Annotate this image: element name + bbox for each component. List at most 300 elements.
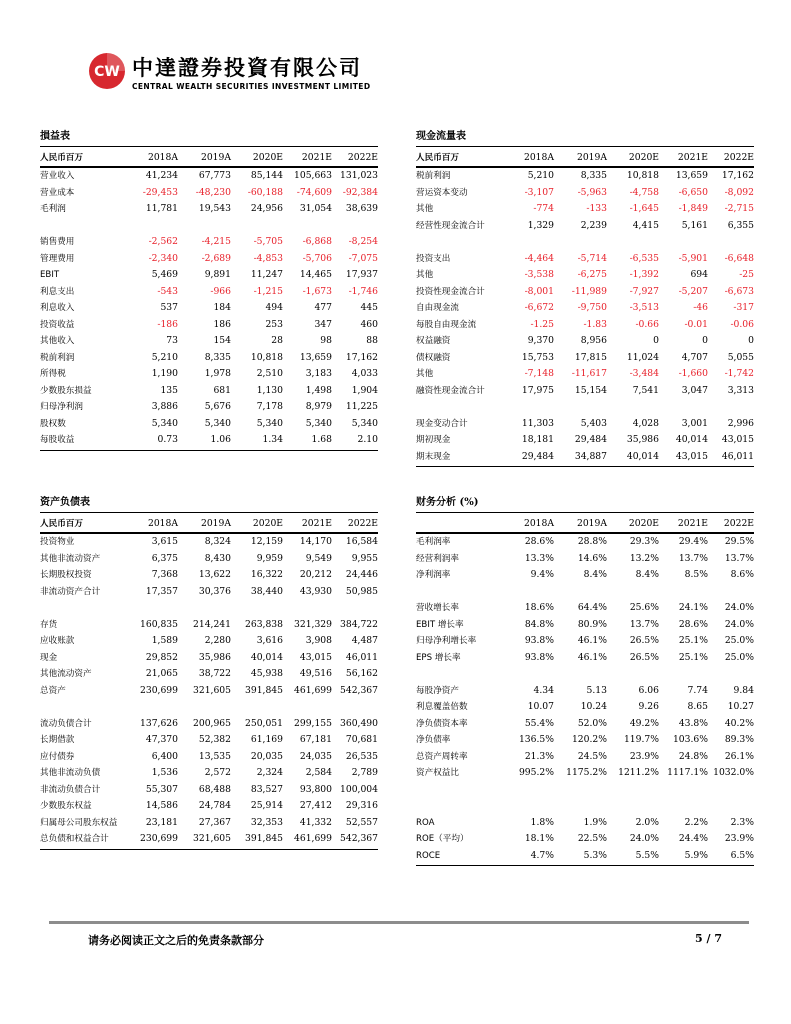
page-header bbox=[88, 48, 688, 108]
cell-value: 391,845 bbox=[245, 833, 283, 844]
cell-value: -774 bbox=[533, 203, 554, 214]
row-label: 总资产 bbox=[40, 685, 66, 696]
table-row bbox=[416, 317, 754, 333]
row-label: 现金变动合计 bbox=[416, 418, 468, 429]
cell-value: 1,904 bbox=[351, 384, 378, 396]
row-label: 投资收益 bbox=[40, 319, 75, 330]
cell-value: 38,639 bbox=[345, 203, 378, 214]
cell-value: 18.6% bbox=[524, 602, 554, 613]
column-header: 2018A bbox=[147, 518, 178, 529]
cell-value: 1.9% bbox=[583, 816, 607, 828]
cell-value: 6.06 bbox=[638, 684, 659, 696]
cell-value: 67,181 bbox=[299, 734, 332, 745]
table-row bbox=[40, 749, 378, 765]
table-title: 損益表 bbox=[40, 131, 70, 142]
cell-value: 460 bbox=[360, 318, 378, 330]
table-row bbox=[40, 432, 378, 448]
row-label: 每股净资产 bbox=[416, 685, 459, 696]
cell-value: 16,322 bbox=[250, 569, 283, 580]
cell-value: 25.1% bbox=[678, 651, 708, 663]
row-label: ROA bbox=[416, 817, 435, 828]
table-row bbox=[40, 617, 378, 633]
row-label: 毛利润率 bbox=[416, 537, 451, 547]
cell-value: 11,247 bbox=[250, 269, 283, 280]
cell-value: -5,901 bbox=[678, 252, 708, 264]
cell-value: 26.5% bbox=[629, 635, 659, 646]
row-label: 其他 bbox=[416, 369, 434, 379]
cell-value: 9.4% bbox=[530, 569, 554, 580]
column-header: 2019A bbox=[200, 518, 231, 529]
cell-value: 0.73 bbox=[157, 434, 178, 445]
column-header: 2022E bbox=[723, 518, 754, 529]
cell-value: -186 bbox=[157, 318, 178, 330]
cell-value: 73 bbox=[166, 335, 178, 346]
cell-value: -6,535 bbox=[629, 252, 659, 264]
row-label: 税前利润 bbox=[40, 352, 75, 363]
row-label: 应付债券 bbox=[40, 751, 75, 762]
cell-value: 84.8% bbox=[524, 618, 554, 630]
cell-value: 43.8% bbox=[678, 717, 708, 729]
cell-value: 56,162 bbox=[345, 668, 378, 679]
cell-value: -1,673 bbox=[302, 285, 332, 297]
row-label: 资产权益比 bbox=[416, 768, 459, 778]
cell-value: 200,965 bbox=[193, 717, 231, 729]
cell-value: 38,440 bbox=[250, 585, 283, 597]
title-rule bbox=[40, 512, 378, 513]
cell-value: 18.1% bbox=[524, 833, 554, 844]
cell-value: 542,367 bbox=[340, 684, 378, 696]
header-label: 人民币百万 bbox=[40, 153, 83, 163]
cell-value: 47,370 bbox=[145, 734, 178, 745]
row-label: 投资性现金流合计 bbox=[416, 286, 485, 297]
cell-value: 131,023 bbox=[340, 170, 378, 181]
cell-value: 21,065 bbox=[145, 668, 178, 679]
cell-value: -6,673 bbox=[724, 285, 754, 297]
cell-value: 13.7% bbox=[678, 552, 708, 564]
cell-value: 5,340 bbox=[151, 417, 178, 429]
row-label: 经营利润率 bbox=[416, 553, 459, 564]
cell-value: 61,169 bbox=[250, 734, 283, 745]
cell-value: 9,955 bbox=[351, 552, 378, 564]
cell-value: 43,015 bbox=[299, 651, 332, 663]
row-label: 其他 bbox=[416, 270, 434, 280]
cell-value: 160,835 bbox=[140, 618, 178, 630]
cell-value: 5.3% bbox=[583, 849, 607, 861]
row-label: 归母净利增长率 bbox=[416, 636, 477, 646]
cell-value: -8,092 bbox=[724, 186, 754, 198]
table-row bbox=[40, 650, 378, 666]
cell-value: 5,469 bbox=[151, 269, 178, 280]
cell-value: 38,722 bbox=[198, 668, 231, 679]
row-label: 流动负债合计 bbox=[40, 718, 92, 729]
row-label: 少数股东权益 bbox=[40, 801, 92, 811]
table-row bbox=[40, 366, 378, 382]
cell-value: 27,412 bbox=[299, 800, 332, 811]
footer-rule bbox=[49, 921, 749, 924]
cell-value: 100,004 bbox=[340, 783, 378, 795]
cell-value: -6,672 bbox=[524, 302, 554, 313]
row-label: EBIT 增长率 bbox=[416, 619, 464, 630]
cell-value: 360,490 bbox=[340, 717, 378, 729]
column-header: 2021E bbox=[301, 518, 332, 529]
table-row bbox=[416, 683, 754, 699]
cell-value: 12,159 bbox=[250, 536, 283, 547]
row-label: 少数股东损益 bbox=[40, 385, 92, 396]
cell-value: 2,510 bbox=[256, 368, 283, 379]
table-row bbox=[40, 534, 378, 550]
row-label: 净负债资本率 bbox=[416, 718, 468, 729]
cell-value: 5,340 bbox=[305, 417, 332, 429]
cell-value: 2,584 bbox=[305, 767, 332, 778]
cell-value: -1,849 bbox=[678, 203, 708, 214]
cell-value: 4.7% bbox=[530, 849, 554, 861]
cell-value: 8,430 bbox=[204, 552, 231, 564]
cell-value: 9,891 bbox=[204, 269, 231, 280]
cell-value: -2,689 bbox=[201, 252, 231, 264]
cell-value: 384,722 bbox=[340, 618, 378, 630]
row-label: 营业收入 bbox=[40, 171, 75, 181]
cell-value: 11,225 bbox=[345, 401, 378, 412]
cell-value: 5,210 bbox=[527, 170, 554, 181]
cell-value: 1117.1% bbox=[667, 767, 708, 778]
row-label: 长期股权投资 bbox=[40, 570, 92, 580]
cell-value: 105,663 bbox=[294, 170, 332, 181]
table-row bbox=[416, 251, 754, 267]
cell-value: 13,659 bbox=[299, 351, 332, 363]
row-label: 其他流动资产 bbox=[40, 669, 92, 679]
cell-value: 230,699 bbox=[140, 833, 178, 844]
column-header: 2021E bbox=[677, 518, 708, 529]
cell-value: 46,011 bbox=[345, 651, 378, 663]
column-header: 2021E bbox=[677, 152, 708, 163]
row-label: 存货 bbox=[40, 619, 58, 630]
row-label: 利息支出 bbox=[40, 286, 75, 297]
cell-value: -133 bbox=[586, 203, 607, 214]
cell-value: 11,781 bbox=[145, 203, 178, 214]
table-title: 资产负债表 bbox=[40, 497, 90, 508]
table-row bbox=[416, 350, 754, 366]
cell-value: 52.0% bbox=[577, 717, 607, 729]
column-header: 2020E bbox=[628, 152, 659, 163]
cell-value: -5,706 bbox=[302, 252, 332, 264]
row-label: 现金 bbox=[40, 652, 58, 663]
cell-value: 1.8% bbox=[530, 816, 554, 828]
row-label: 营收增长率 bbox=[416, 603, 459, 613]
cell-value: -74,609 bbox=[296, 186, 332, 198]
cell-value: 28 bbox=[271, 335, 283, 346]
cell-value: 46.1% bbox=[577, 635, 607, 646]
cell-value: 24,035 bbox=[299, 750, 332, 762]
cell-value: 2.2% bbox=[684, 816, 708, 828]
cell-value: -0.66 bbox=[635, 318, 659, 330]
cell-value: 24.0% bbox=[724, 602, 754, 613]
cell-value: 40,014 bbox=[626, 450, 659, 462]
cell-value: 25,914 bbox=[250, 800, 283, 811]
table-row bbox=[40, 284, 378, 300]
cell-value: 85,144 bbox=[250, 170, 283, 181]
row-label: 所得税 bbox=[40, 369, 66, 379]
row-label: 权益融资 bbox=[416, 336, 451, 346]
table-row bbox=[416, 732, 754, 748]
table-row bbox=[416, 218, 754, 234]
cell-value: 0 bbox=[702, 335, 708, 346]
cell-value: 17,162 bbox=[721, 170, 754, 181]
table-row bbox=[40, 798, 378, 814]
cell-value: 10.07 bbox=[527, 701, 554, 712]
cell-value: -6,868 bbox=[302, 236, 332, 247]
cell-value: 321,605 bbox=[193, 684, 231, 696]
cell-value: 8.4% bbox=[583, 569, 607, 580]
table-row bbox=[416, 267, 754, 283]
cell-value: -25 bbox=[739, 269, 754, 280]
table-row bbox=[416, 300, 754, 316]
table-header-row bbox=[416, 516, 754, 532]
cell-value: 1.68 bbox=[311, 434, 332, 445]
cell-value: -92,384 bbox=[342, 186, 378, 198]
table-row bbox=[40, 251, 378, 267]
cell-value: 3,908 bbox=[305, 635, 332, 646]
title-rule bbox=[416, 512, 754, 513]
cell-value: 5,340 bbox=[256, 417, 283, 429]
cell-value: 24.0% bbox=[629, 833, 659, 844]
cell-value: 1,329 bbox=[527, 219, 554, 231]
cell-value: 55,307 bbox=[145, 783, 178, 795]
cell-value: 18,181 bbox=[521, 434, 554, 445]
cell-value: -6,275 bbox=[577, 269, 607, 280]
cell-value: 5.9% bbox=[684, 849, 708, 861]
cell-value: 10,818 bbox=[250, 351, 283, 363]
cell-value: 64.4% bbox=[577, 602, 607, 613]
cell-value: 26.1% bbox=[724, 750, 754, 762]
table-title: 财务分析 (%) bbox=[416, 497, 479, 508]
cell-value: 4.34 bbox=[533, 684, 554, 696]
cell-value: 5,340 bbox=[351, 417, 378, 429]
cell-value: 50,985 bbox=[345, 585, 378, 597]
cell-value: 13,622 bbox=[198, 569, 231, 580]
cell-value: 347 bbox=[314, 318, 332, 330]
cell-value: 13,659 bbox=[675, 170, 708, 181]
cell-value: 3,001 bbox=[681, 417, 708, 429]
cell-value: 26,535 bbox=[345, 750, 378, 762]
cell-value: 5,161 bbox=[681, 219, 708, 231]
row-label: 其他非流动负债 bbox=[40, 768, 101, 778]
cell-value: 25.1% bbox=[678, 635, 708, 646]
cell-value: -60,188 bbox=[247, 186, 283, 198]
cell-value: 8,956 bbox=[580, 335, 607, 346]
row-label: 其他收入 bbox=[40, 336, 75, 346]
cell-value: 20,035 bbox=[250, 750, 283, 762]
cell-value: 88 bbox=[366, 335, 378, 346]
table-row bbox=[416, 567, 754, 583]
cell-value: 8.4% bbox=[635, 569, 659, 580]
cell-value: 35,986 bbox=[198, 651, 231, 663]
cell-value: 1,130 bbox=[256, 384, 283, 396]
row-label: 非流动负债合计 bbox=[40, 784, 101, 795]
cell-value: 1032.0% bbox=[713, 767, 754, 778]
cell-value: 46,011 bbox=[721, 450, 754, 462]
cell-value: 253 bbox=[265, 318, 283, 330]
cell-value: 3,313 bbox=[727, 384, 754, 396]
cell-value: 45,938 bbox=[250, 668, 283, 679]
cell-value: 250,051 bbox=[245, 717, 283, 729]
column-header: 2019A bbox=[576, 152, 607, 163]
cell-value: 4,707 bbox=[681, 351, 708, 363]
cell-value: -3,538 bbox=[524, 269, 554, 280]
table-row bbox=[40, 683, 378, 699]
row-label: 非流动资产合计 bbox=[40, 586, 101, 597]
cell-value: 186 bbox=[213, 318, 231, 330]
cell-value: -3,484 bbox=[629, 368, 659, 379]
row-label: 其他非流动资产 bbox=[40, 553, 101, 564]
cell-value: 41,332 bbox=[299, 816, 332, 828]
table-row bbox=[40, 399, 378, 415]
cell-value: 10,818 bbox=[626, 170, 659, 181]
cell-value: 1.06 bbox=[210, 434, 231, 445]
table-row bbox=[40, 666, 378, 682]
cell-value: 24,956 bbox=[250, 203, 283, 214]
cell-value: 9,370 bbox=[527, 335, 554, 346]
header-label: 人民币百万 bbox=[416, 153, 459, 163]
cell-value: 5,210 bbox=[151, 351, 178, 363]
cell-value: 83,527 bbox=[250, 783, 283, 795]
cell-value: 4,028 bbox=[632, 417, 659, 429]
cell-value: 8.5% bbox=[684, 569, 708, 580]
table-row bbox=[416, 650, 754, 666]
table-row bbox=[416, 848, 754, 864]
cell-value: 21.3% bbox=[524, 750, 554, 762]
cell-value: -7,075 bbox=[348, 252, 378, 264]
cell-value: -0.01 bbox=[684, 318, 708, 330]
cell-value: 13,535 bbox=[198, 750, 231, 762]
table-row bbox=[40, 567, 378, 583]
cell-value: 26.5% bbox=[629, 651, 659, 663]
table-row bbox=[416, 534, 754, 550]
cell-value: 13.2% bbox=[629, 552, 659, 564]
cell-value: 5.13 bbox=[586, 684, 607, 696]
table-row bbox=[416, 798, 754, 814]
cell-value: 5,340 bbox=[204, 417, 231, 429]
cell-value: -1,215 bbox=[253, 285, 283, 297]
cell-value: 29.4% bbox=[678, 536, 708, 547]
cell-value: 29,852 bbox=[145, 651, 178, 663]
table-row bbox=[416, 416, 754, 432]
cell-value: -5,705 bbox=[253, 236, 283, 247]
cell-value: 1175.2% bbox=[566, 767, 607, 778]
cell-value: 321,605 bbox=[193, 833, 231, 844]
column-header: 2022E bbox=[347, 152, 378, 163]
table-row bbox=[40, 350, 378, 366]
company-name-cn: 中達證券投資有限公司 bbox=[132, 56, 362, 80]
cell-value: 23,181 bbox=[145, 816, 178, 828]
cell-value: 25.6% bbox=[629, 602, 659, 613]
cell-value: 4,415 bbox=[632, 219, 659, 231]
cell-value: 68,488 bbox=[198, 783, 231, 795]
cell-value: 14,465 bbox=[299, 269, 332, 280]
column-header: 2018A bbox=[523, 152, 554, 163]
cell-value: -4,215 bbox=[201, 236, 231, 247]
table-row bbox=[40, 185, 378, 201]
table-row bbox=[40, 234, 378, 250]
row-label: 每股收益 bbox=[40, 435, 75, 445]
cell-value: 0 bbox=[748, 335, 754, 346]
table-row bbox=[40, 300, 378, 316]
cell-value: 80.9% bbox=[577, 618, 607, 630]
cell-value: -1.83 bbox=[583, 318, 607, 330]
table-row bbox=[40, 765, 378, 781]
cell-value: -1,392 bbox=[629, 269, 659, 280]
cell-value: 4,487 bbox=[351, 635, 378, 646]
table-row bbox=[40, 416, 378, 432]
cell-value: 22.5% bbox=[577, 833, 607, 844]
cell-value: 136.5% bbox=[518, 734, 554, 745]
table-row bbox=[40, 815, 378, 831]
cell-value: 70,681 bbox=[345, 734, 378, 745]
cell-value: 98 bbox=[320, 335, 332, 346]
row-label: 融资性现金流合计 bbox=[416, 385, 485, 396]
cell-value: 93,800 bbox=[299, 783, 332, 795]
table-row bbox=[416, 765, 754, 781]
title-rule bbox=[40, 146, 378, 147]
cell-value: 17,975 bbox=[521, 384, 554, 396]
table-title: 现金流量表 bbox=[416, 131, 466, 142]
table-row bbox=[40, 831, 378, 847]
cell-value: 41,234 bbox=[145, 170, 178, 181]
table-row bbox=[416, 168, 754, 184]
cell-value: 55.4% bbox=[524, 717, 554, 729]
cell-value: 214,241 bbox=[193, 618, 231, 630]
cell-value: 3,047 bbox=[681, 384, 708, 396]
cell-value: 2.3% bbox=[730, 816, 754, 828]
table-row bbox=[416, 666, 754, 682]
cell-value: 2,280 bbox=[204, 635, 231, 646]
cell-value: -1,660 bbox=[678, 368, 708, 379]
column-header: 2018A bbox=[523, 518, 554, 529]
cell-value: -9,750 bbox=[577, 302, 607, 313]
cell-value: -11,617 bbox=[571, 368, 607, 379]
cell-value: 24.5% bbox=[577, 750, 607, 762]
cell-value: 23.9% bbox=[724, 833, 754, 844]
cell-value: 119.7% bbox=[623, 734, 659, 745]
cell-value: 2,239 bbox=[580, 219, 607, 231]
table-row bbox=[40, 551, 378, 567]
cell-value: 995.2% bbox=[518, 767, 554, 778]
row-label: 税前利润 bbox=[416, 171, 451, 181]
cell-value: 40.2% bbox=[724, 717, 754, 729]
cell-value: -6,648 bbox=[724, 252, 754, 264]
table-row bbox=[416, 617, 754, 633]
cell-value: -966 bbox=[210, 285, 231, 297]
row-label: 总资产周转率 bbox=[416, 751, 468, 762]
cell-value: 29.3% bbox=[629, 536, 659, 547]
cell-value: 6,375 bbox=[151, 552, 178, 564]
company-logo-icon bbox=[88, 52, 126, 90]
row-label: 总负债和权益合计 bbox=[40, 834, 109, 844]
row-label: 毛利润 bbox=[40, 204, 66, 214]
row-label: ROE（平均） bbox=[416, 834, 469, 844]
row-label: 净利润率 bbox=[416, 570, 451, 580]
row-label: EPS 增长率 bbox=[416, 652, 461, 663]
table-row bbox=[416, 551, 754, 567]
row-label: 投资物业 bbox=[40, 537, 75, 547]
table-row bbox=[40, 600, 378, 616]
cell-value: -2,715 bbox=[724, 203, 754, 214]
column-header: 2020E bbox=[252, 518, 283, 529]
cell-value: 24.4% bbox=[678, 833, 708, 844]
cell-value: 494 bbox=[265, 302, 283, 313]
row-label: 归母净利润 bbox=[40, 402, 83, 412]
cell-value: 542,367 bbox=[340, 833, 378, 844]
cell-value: 93.8% bbox=[524, 651, 554, 663]
